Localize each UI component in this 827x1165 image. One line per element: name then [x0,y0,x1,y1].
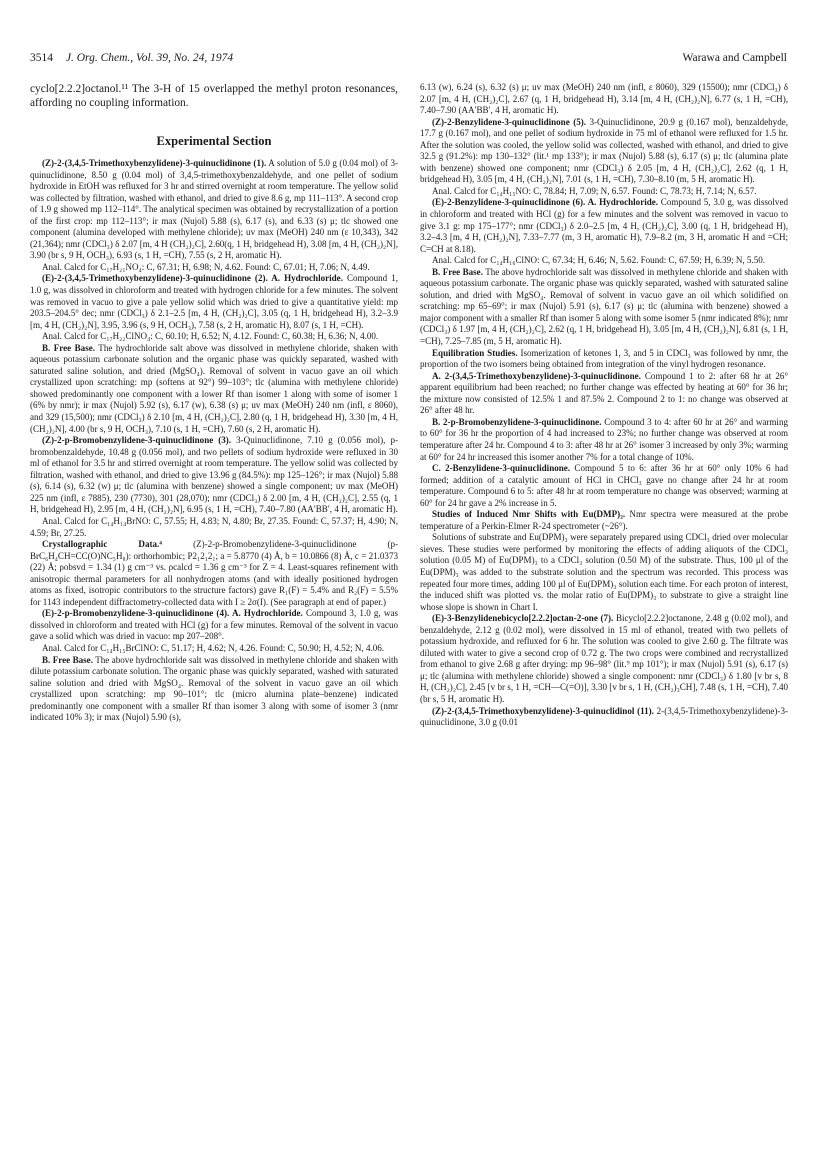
paragraph [420,82,788,117]
paragraph [30,273,398,331]
paragraph-heading: Equilibration Studies. [432,347,518,358]
paragraph-text: Anal. Calcd for C₁₄H₁₅BrClNO: C, 51.17; H, 4.62; N, 4.26. Found: C, 50.90; H, 4.52; N, 4.06. [42,642,385,653]
paragraph-text: Solutions of substrate and Eu(DPM)₃ were separately prepared using CDCl₃ dried over molecular sieves. These studies were performed by monitoring the effects of adding aliquots of the CDCl₃ solution (0.05 M) of Eu(DPM)₃ to a CDCl₃ solution (0.50 M) of the substrate. Thus, 100 μl of the Eu(DPM)₃ was added to the substrate solution and the spectrum was recorded. This process was repeated four more times, adding 100 μl of Eu(DPM)₃ solution each time. For each proton of interest, the induced shift was plotted vs. the molar ratio of Eu(DPM)₃ to substrate to give a straight line whose slope is shown in Chart I. [420,532,788,612]
left-paragraphs [30,158,398,724]
paragraph [420,613,788,705]
paragraph-text: The above hydrochloride salt was dissolved in methylene chloride and shaken with dilute potassium carbonate solution. The organic phase was quickly separated, washed with saturated saline solution and dried with MgSO₄. Removal of the solvent in vacuo gave an oil which crystallized upon scratching: mp 90–101°; tlc (micro alumina plate–benzene) indicated predominantly one component with a smaller Rf than isomer 3 along with some of isomer 3 (nmr indicated 10% 3); ir max (Nujol) 5.90 (s), [30,654,398,723]
paragraph [30,331,398,343]
paragraph-text: Compound 3, 1.0 g, was dissolved in chloroform and treated with HCl (g) for a few minutes. Removal of the solvent in vacuo gave a solid which was dried in vacuo: mp 207–208°. [30,608,398,642]
paragraph [420,186,788,198]
paragraph-heading: (E)-2-p-Bromobenzylidene-3-quinuclidinone (4). A. Hydrochloride. [42,608,303,619]
paragraph-heading: (Z)-2-(3,4,5-Trimethoxybenzylidene)-3-quinuclidinol (11). [432,705,654,716]
paragraph-heading: Crystallographic Data.⁴ [42,539,162,550]
paragraph [420,117,788,186]
paragraph-heading: B. Free Base. [432,266,483,277]
paragraph-heading: B. Free Base. [42,654,93,665]
paragraph [420,463,788,509]
paragraph [420,532,788,613]
paragraph [420,371,788,417]
paragraph-text: The above hydrochloride salt was dissolved in methylene chloride and shaken with aqueous potassium carbonate. The organic phase was quickly separated, washed with saturated saline solution, and dried with MgSO₄. Removal of solvent in vacuo gave an oil which solidified on scratching: mp 65–69°; ir max (Nujol) 5.91 (s), 6.17 (s) μ; tlc (alumina with benzene) showed a major component with a smaller Rf than isomer 5 along with some isomer 5 (nmr indicated 8%); nmr (CDCl₃) δ 1.97 [m, 4 H, (CH₂)₂C], 2.62 (q, 1 H, bridgehead H), 3.05 [m, 4 H, (CH₂)₂N], 6.81 (s, 1 H, =CH), 7.25–7.85 (m, 5 H, aromatic H). [420,266,788,347]
paragraph [30,655,398,724]
running-header [30,52,787,68]
paragraph [30,516,398,539]
paragraph-heading: (E)-3-Benzylidenebicyclo[2.2.2]octan-2-one (7). [432,613,614,624]
paragraph [30,539,398,608]
paragraph [30,435,398,516]
paragraph [420,267,788,348]
paragraph-text: 2-(3,4,5-Trimethoxybenzylidene)-3-quinuclidinone, 3.0 g (0.01 [420,705,788,728]
paragraph-text: A solution of 5.0 g (0.04 mol) of 3-quinuclidinone, 8.50 g (0.04 mol) of 3,4,5-trimethoxybenzaldehyde, and one pellet of sodium hydroxide in EtOH was refluxed for 3 hr and stirred overnight at room temperature. The yellow solid was collected by filtration, washed with ethanol, and dried to give 8.6 g, mp 111–113°. A second crop of 1.9 g showed mp 112–114°. The analytical specimen was obtained by recrystallization of a portion of the first crop: mp 112–113°; ir max (Nujol) 5.88 (s), 6.17 (s), and 6.33 (s) μ; tlc showed one component (alumina developed with methylene chloride); uv max (MeOH) 240 nm (ε 10,343), 342 (21,364); nmr (CDCl₃) δ 2.07 [m, 4 H (CH₂)₂C], 2.60(q, 1 H, bridgehead H), 3.08 [m, 4 H, (CH₂)₂N], 3.90 (br s, 9 H, OCH₃), 6.93 (s, 1 H, =CH), 7.55 (s, 2 H, aromatic H). [30,158,398,261]
paragraph-text: 3-Quinuclidinone, 20.9 g (0.167 mol), benzaldehyde, 17.7 g (0.167 mol), and one pellet of sodium hydroxide in 75 ml of ethanol were refluxed for 1.5 hr. After the solution was cooled, the yellow solid was collected, washed with ethanol, and dried to give 32.5 g (91.2%): mp 130–132° (lit.¹ mp 133°); ir max (Nujol) 5.88 (s), 6.17 (s) μ; tlc (alumina plate with benzene) showed one component; nmr (CDCl₃) δ 2.05 [m, 4 H, (CH₂)₂C], 2.62 (q, 1 H, bridgehead H), 3.05 [m, 4 H, (CH₂)₂N], 7.01 (s, 1 H, =CH), 7.30–8.10 (m, 5 H, aromatic H). [420,116,788,185]
paragraph-text: Anal. Calcd for C₁₄H₁₅NO: C, 78.84; H, 7.09; N, 6.57. Found: C, 78.73; H, 7.14; N, 6.57. [432,185,757,196]
paragraph-heading: (Z)-2-p-Bromobenzylidene-3-quinuclidinone (3). [42,435,232,446]
paragraph [420,706,788,729]
paragraph-text: Compound 5 to 6: after 36 hr at 60° only 10% 6 had formed; addition of a catalytic amount of HCl in CHCl₃ gave no change after 24 hr at room temperature. Compound 6 to 5: after 48 hr at room temperature no change was observed; warming at 60° for 24 hr gave a 2% increase in 5. [420,463,788,508]
right-paragraphs [420,82,788,729]
paragraph-heading: (Z)-2-(3,4,5-Trimethoxybenzylidene)-3-quinuclidinone (1). [42,158,267,168]
header-authors: Warawa and Campbell [682,52,787,64]
paragraph [30,262,398,274]
paragraph-text: Compound 1, 1.0 g, was dissolved in chloroform and treated with hydrogen chloride for a few minutes. The solvent was removed in vacuo to give a pale yellow solid which was dried to give a quantitative yield: mp 203.5–204.5° dec; nmr (CDCl₃) δ 2.1–2.5 [m, 4 H, (CH₂)₂C], 3.05 (q, 1 H, bridgehead H), 3.2–3.9 [m, 4 H, (CH₂)₂N], 3.95, 3.96 (s, 9 H, OCH₃), 7.58 (s, 2 H, aromatic H), 8.07 (s, 1 H, =CH). [30,273,398,330]
paragraph [30,158,398,262]
paragraph-text: (Z)-2-p-Bromobenzylidene-3-quinuclidinone (p-BrC₆H₄CH=CC(O)NC₅H₈): orthorhombic; P2₁2₁2₁; a = 5.8770 (4) Å, b = 10.0866 (8) Å, c = 21.0373 (22) Å; ρobsvd = 1.34 (1) g cm⁻³ vs. ρcalcd = 1.36 g cm⁻³ for Z = 4. Least-squares refinement with anisotropic thermal parameters for all nonhydrogen atoms (and with ideally positioned hydrogen atoms as fixed, isotropic contributors to the structure factors) gave R₁(F) = 5.4% and R₂(F) = 5.5% for 1143 independent diffractometry-collected data with I ≥ 2σ(I). (See paragraph at end of paper.) [30,539,398,607]
paragraph [30,608,398,643]
paragraph-heading: (E)-2-(3,4,5-Trimethoxybenzylidene)-3-quinuclidinone (2). A. Hydrochloride. [42,273,343,284]
journal-citation: J. Org. Chem., Vol. 39, No. 24, 1974 [65,52,234,64]
paragraph [420,348,788,371]
paragraph-text: Compound 3 to 4: after 60 hr at 26° and warming to 60° for 36 hr the proportion of 4 had increased to 23%; no further change was observed at room temperature after 24 hr. Compound 4 to 3: after 48 hr at 26° isomer 3 increased by only 3%; warming at 60° for 24 hr increased this isomer another 7% for a total change of 10%. [420,416,788,462]
paragraph [30,343,398,435]
intro-paragraph: cyclo[2.2.2]octanol.¹¹ The 3-H of 15 overlapped the methyl proton resonances, affording no coupling information. [30,83,398,109]
paragraph [420,255,788,267]
paragraph [420,509,788,532]
paragraph-text: 6.13 (w), 6.24 (s), 6.32 (s) μ; uv max (MeOH) 240 nm (infl, ε 8060), 329 (15500); nmr (CDCl₃) δ 2.07 [m, 4 H, (CH₂)₂C], 2.67 (q, 1 H, bridgehead H), 3.14 [m, 4 H, (CH₂)₂N], 6.77 (s, 1 H, =CH), 7.40–7.90 (AA′BB′, 4 H, aromatic H). [420,82,788,116]
right-column [420,82,788,729]
paragraph-text: 3-Quinuclidinone, 7.10 g (0.056 mol), p-bromobenzaldehyde, 10.48 g (0.056 mol), and two pellets of sodium hydroxide were refluxed in 30 ml of ethanol for 3.5 hr and stirred overnight at room temperature. The yellow solid was collected by filtration, washed with ethanol, and dried to give 13.96 g (84.5%): mp 125–126°; ir max (Nujol) 5.88 (s), 6.14 (s), 6.32 (w) μ; tlc (alumina with benzene) showed a single component; uv max (MeOH) 225 nm (infl, ε 7885), 230 (7730), 301 (28,070); nmr (CDCl₃) δ 2.00 [m, 4 H, (CH₂)₂C], 2.55 (q, 1 H, bridgehead H), 2.95 [m, 4 H, (CH₂)₂N], 6.95 (s, 1 H, =CH), 7.40–7.80 (AA′BB′, 4 H, aromatic H). [30,435,398,515]
paragraph-text: Anal. Calcd for C₁₇H₂₁NO₄: C, 67.31; H, 6.98; N, 4.62. Found: C, 67.01; H, 7.06; N, 4.49. [42,261,370,272]
left-column [30,82,398,724]
paragraph-text: The hydrochloride salt above was dissolved in methylene chloride, shaken with aqueous potassium carbonate solution and the organic phase was quickly separated, washed with saturated saline solution, and dried (MgSO₄). Removal of solvent in vacuo gave an oil which crystallized upon scratching: mp (softens at 92°) 99–103°; tlc (alumina with methylene chloride) showed predominantly one component with a lower Rf than isomer 1 along with some of isomer 1 (6% by nmr); ir max (Nujol) 5.92 (s), 6.17 (w), 6.38 (s) μ; uv max (MeOH) 240 nm (infl, ε 8060), and 329 (15,500); nmr (CDCl₃) δ 2.10 [m, 4 H, (CH₂)₂C], 2.80 (q, 1 H, bridgehead H), 3.30 [m, 4 H, (CH₂)₂N], 4.00 (br s, 9 H, OCH₃), 7.10 (s, 1 H, =CH), 7.60 (s, 2 H, aromatic H). [30,342,398,434]
paragraph-heading: A. 2-(3,4,5-Trimethoxybenzylidene)-3-quinuclidinone. [432,370,641,381]
paragraph-text: Anal. Calcd for C₁₄H₁₄BrNO: C, 57.55; H, 4.83; N, 4.80; Br, 27.35. Found: C, 57.37; H, 4.90; N, 4.59; Br, 27.25. [30,515,398,538]
paragraph [420,197,788,255]
paragraph-heading: (E)-2-Benzylidene-3-quinuclidinone (6). A. Hydrochloride. [432,197,659,208]
paragraph-text: Bicyclo[2.2.2]octanone, 2.48 g (0.02 mol), and benzaldehyde, 2.12 g (0.02 mol), were dissolved in 15 ml of ethanol, treated with two pellets of potassium hydroxide, and refluxed for 6 hr. The solution was cooled to give 2.60 g. The filtrate was diluted with water to give a second crop of 0.72 g. The two crops were combined and recrystallized from ethanol to give 2.68 g after drying: mp 96–98° (lit.⁹ mp 101°); ir max (Nujol) 5.91 (s), 6.17 (s) μ; tlc (alumina with methylene chloride) showed a single component: nmr (CDCl₃) δ 1.80 [v br s, 8 H, (CH₂)₂C], 2.45 [v br s, 1 H, =CH—C(=O)], 3.30 [v br s, 1 H, (CH₂)₃CH], 7.48 (s, 1 H, =CH), 7.40 (br s, 5 H, aromatic H). [420,613,788,704]
paragraph [420,417,788,463]
paragraph-heading: B. 2-p-Bromobenzylidene-3-quinuclidinone. [432,416,602,427]
section-title: Experimental Section [156,134,272,148]
paragraph-heading: C. 2-Benzylidene-3-quinuclidinone. [432,463,571,474]
paragraph-text: Compound 1 to 2: after 68 hr at 26° apparent equilibrium had been reached; no further change was effected by heating at 60° for 36 hr; the mixture now consisted of 12.5% 1 and 87.5% 2. Compound 2 to 1: no change was observed at 26° after 48 hr. [420,370,788,416]
paragraph-text: Nmr spectra were measured at the probe temperature of a Perkin-Elmer R-24 spectrometer (~26°). [420,509,788,531]
page-number: 3514 [30,52,53,64]
paragraph-text: Anal. Calcd for C₁₇H₂₂ClNO₄: C, 60.10; H, 6.52; N, 4.12. Found: C, 60.38; H, 6.36; N, 4.00. [42,331,379,342]
paragraph-text: Anal. Calcd for C₁₄H₁₆ClNO: C, 67.34; H, 6.46; N, 5.62. Found: C, 67.59; H, 6.39; N, 5.50. [432,255,766,266]
paragraph-text: Compound 5, 3.0 g, was dissolved in chloroform and treated with HCl (g) for a few minutes and the solvent was removed in vacuo to give 3.1 g: mp 175–177°; nmr (CDCl₃) δ 2.0–2.5 [m, 4 H, (CH₂)₂C], 3.00 (q, 1 H, bridgehead H), 3.2–4.3 [m, 4 H, (CH₂)₂N], 7.33–7.77 (m, 3 H, aromatic H), 7.9–8.2 (m, 3 H, aromatic H and =CH; C=CH at 8.18). [420,197,788,254]
paragraph-heading: Studies of Induced Nmr Shifts with Eu(DMP)₃. [432,509,626,520]
paragraph [30,643,398,655]
paragraph-text: Isomerization of ketones 1, 3, and 5 in CDCl₃ was followed by nmr, the proportion of the two isomers being obtained from integration of the vinyl hydrogen resonance. [420,347,788,370]
header-left [30,52,243,64]
paragraph-heading: B. Free Base. [42,342,95,353]
paragraph-heading: (Z)-2-Benzylidene-3-quinuclidinone (5). [432,116,587,127]
